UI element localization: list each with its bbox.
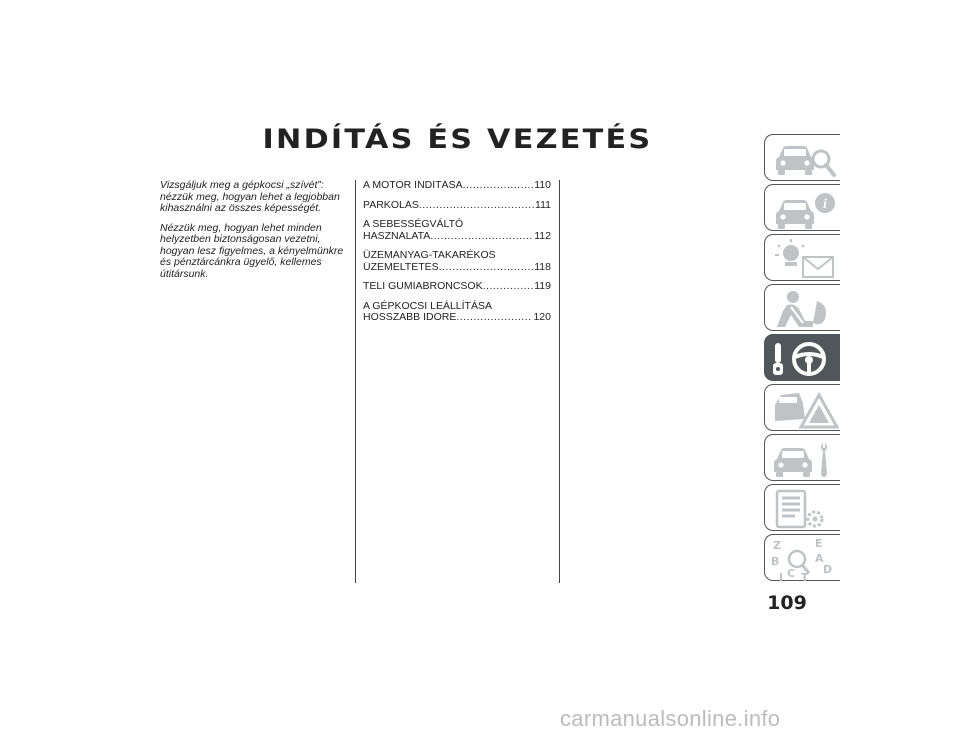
intro-paragraph-2: Nézzük meg, hogyan lehet minden helyzetben biztonságosan vezetni, hogyan lesz figyelmes, a kényelmünkre és pénztárcánkra ügyelő, kellemes útitársunk. — [160, 221, 344, 280]
svg-text:E: E — [815, 537, 823, 550]
svg-text:D: D — [823, 563, 833, 576]
table-of-contents — [363, 180, 551, 332]
toc-entry-line: A GÉPKOCSI LEÁLLÍTÁSA — [363, 299, 492, 312]
chapter-tab-5[interactable] — [764, 334, 840, 381]
toc-leader-dots — [430, 231, 533, 243]
toc-page-number: 112 — [534, 230, 551, 242]
chapter-tab-3[interactable] — [764, 234, 840, 281]
toc-leader-dots — [483, 281, 534, 293]
toc-page-number: 119 — [534, 281, 551, 292]
toc-entry-title: HOSSZABB IDŐRE — [363, 312, 457, 323]
svg-text:I: I — [779, 571, 784, 581]
warning-light-message-icon — [769, 237, 839, 281]
chapter-title: INDÍTÁS ÉS VEZETÉS — [262, 124, 653, 155]
chapter-tab-2[interactable] — [764, 184, 840, 231]
watermark: carmanualsonline.info — [560, 706, 781, 731]
car-info-icon — [769, 187, 839, 231]
svg-text:C: C — [787, 567, 796, 580]
chapter-tab-1[interactable] — [764, 134, 840, 181]
svg-text:Z: Z — [773, 539, 781, 552]
column-divider-right — [559, 180, 560, 583]
toc-entry-title: TÉLI GUMIABRONCSOK — [363, 281, 483, 292]
seat-airbag-icon — [769, 287, 839, 331]
toc-entry-title: HASZNÁLATA — [363, 230, 431, 242]
toc-leader-dots — [456, 312, 532, 324]
key-steering-wheel-icon — [769, 337, 839, 381]
intro-paragraph-1: Vizsgáljuk meg a gépkocsi „szívét”: nézzük meg, hogyan lehet a legjobban kihasználni az összes képességét. — [160, 179, 340, 214]
svg-text:A: A — [815, 552, 824, 565]
toc-leader-dots — [439, 262, 534, 274]
toc-page-number: 120 — [533, 312, 551, 323]
chapter-tab-7[interactable] — [764, 434, 840, 481]
toc-leader-dots — [463, 180, 534, 192]
car-hazard-triangle-icon — [769, 387, 839, 431]
toc-page-number: 110 — [534, 180, 551, 191]
toc-leader-dots — [419, 200, 534, 212]
chapter-tab-9[interactable] — [764, 534, 840, 581]
svg-text:T: T — [801, 571, 809, 581]
toc-entry[interactable] — [363, 180, 551, 192]
chapter-tab-6[interactable] — [764, 384, 840, 431]
column-divider-left — [355, 180, 356, 583]
intro-text — [160, 180, 355, 288]
toc-entry-line: ÜZEMANYAG-TAKARÉKOS — [363, 249, 496, 261]
car-search-icon — [769, 137, 839, 181]
toc-page-number: 118 — [534, 261, 551, 273]
toc-page-number: 111 — [535, 199, 551, 211]
toc-entry-line: A SEBESSÉGVÁLTÓ — [363, 218, 464, 230]
toc-entry[interactable] — [363, 219, 551, 242]
toc-entry[interactable] — [363, 200, 551, 212]
toc-entry[interactable] — [363, 301, 551, 324]
chapter-tab-8[interactable] — [764, 484, 840, 531]
toc-entry-title: A MOTOR INDÍTÁSA — [363, 180, 463, 191]
toc-entry-title: PARKOLÁS — [363, 199, 419, 211]
alphabetical-index-icon — [769, 537, 839, 581]
svg-text:i: i — [823, 197, 827, 212]
toc-entry[interactable] — [363, 250, 551, 273]
toc-entry[interactable] — [363, 281, 551, 293]
svg-text:B: B — [771, 555, 780, 568]
page-number: 109 — [767, 592, 807, 614]
toc-entry-title: ÜZEMELTETÉS — [363, 261, 439, 273]
technical-data-icon — [769, 487, 839, 531]
chapter-tab-4[interactable] — [764, 284, 840, 331]
car-wrench-icon — [769, 437, 839, 481]
